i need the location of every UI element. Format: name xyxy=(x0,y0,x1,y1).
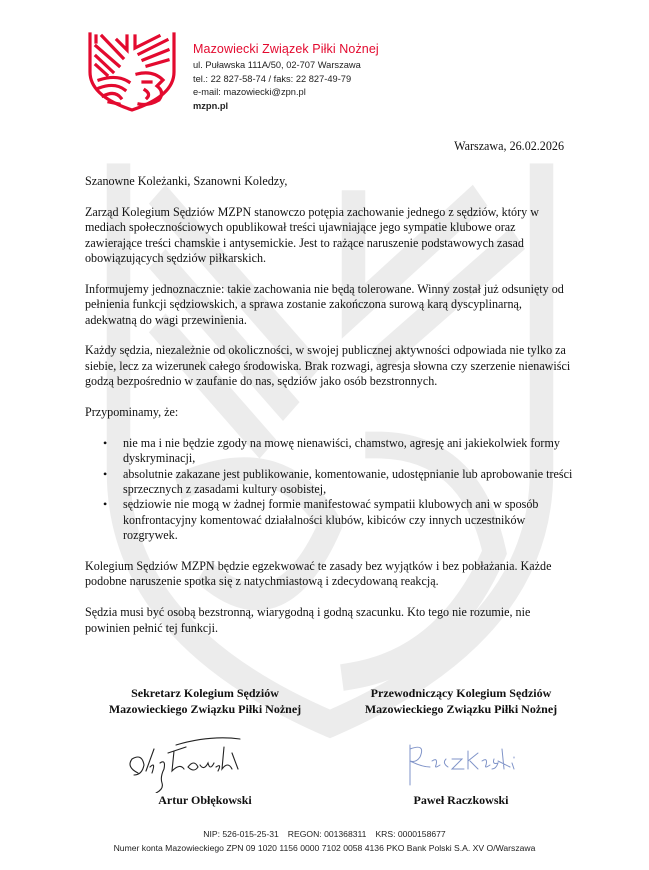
paragraph: Sędzia musi być osobą bezstronną, wiarygodną i godną szacunku. Kto tego nie rozumie, nie powinien pełnić tej funkcji. xyxy=(85,605,531,635)
paragraph: Informujemy jednoznacznie: takie zachowania nie będą tolerowane. Winny został już odsunięty od pełnienia funkcji sędziowskich, a sprawa zostanie zakończona surową karą dyscyplinarną, adekwatną do wagi przewinienia. xyxy=(85,281,564,327)
registration-numbers xyxy=(0,828,649,842)
paragraph: Kolegium Sędziów MZPN będzie egzekwować te zasady bez wyjątków i bez pobłażania. Każde podobne naruszenie spotka się z natychmiastową i zdecydowaną reakcją. xyxy=(85,559,552,589)
bank-account: Numer konta Mazowieckiego ZPN 09 1020 1156 0000 7102 0058 4136 PKO Bank Polski S.A. XV O/Warszawa xyxy=(113,842,536,853)
rules-list xyxy=(85,436,575,544)
signatory-name: Artur Obłękowski xyxy=(158,793,252,807)
salutation: Szanowne Koleżanki, Szanowni Koledzy, xyxy=(85,174,288,188)
list-item: • absolutnie zakazane jest publikowanie, komentowanie, udostępnianie lub aprobowanie treści sprzecznych z zasadami kultury osobistej, xyxy=(123,467,575,498)
organization-email[interactable]: e-mail: mazowiecki@zpn.pl xyxy=(193,87,306,98)
organization-website[interactable]: mzpn.pl xyxy=(193,100,229,111)
organization-header xyxy=(193,42,379,113)
signature-title: Mazowieckiego Związku Piłki Nożnej xyxy=(108,701,302,716)
signatory-name: Paweł Raczkowski xyxy=(413,793,509,807)
signature-title: Mazowieckiego Związku Piłki Nożnej xyxy=(364,701,558,716)
nip-number: NIP: 526-015-25-31 xyxy=(203,829,279,839)
footer xyxy=(0,828,649,855)
paragraph: Zarząd Kolegium Sędziów MZPN stanowczo potępia zachowanie jednego z sędziów, który w mediach społecznościowych opublikował treści ujawniające jego sympatie klubowe oraz zawierające treści chamskie i antysemickie. Jest to rażące naruszenie podstawowych zasad obowiązujących sędziów piłkarskich. xyxy=(85,204,539,266)
mzpn-logo-icon xyxy=(87,30,177,112)
signature-block-chairman xyxy=(346,686,576,808)
place-date: Warszawa, 26.02.2026 xyxy=(454,139,564,153)
paragraph: Każdy sędzia, niezależnie od okoliczności, w swojej publicznej aktywności odpowiada nie tylko za siebie, lecz za wizerunek całego środowiska. Brak rozwagi, agresja słowna czy szerzenie nienawiści godzą bezpośrednio w zaufanie do nas, sędziów jako osób bezstronnych. xyxy=(85,343,571,389)
list-item: • sędziowie nie mogą w żadnej formie manifestować sympatii klubowych ani w sposób konfrontacyjny komentować działalności klubów, kibiców czy innych uczestników rozgrywek. xyxy=(123,497,575,543)
organization-address: ul. Puławska 111A/50, 02-707 Warszawa xyxy=(193,60,361,70)
signature-title: Sekretarz Kolegium Sędziów xyxy=(131,686,279,700)
organization-phone-fax: tel.: 22 827-58-74 / faks: 22 827-49-79 xyxy=(193,73,352,84)
handwritten-signature-icon xyxy=(346,723,576,793)
letter-body xyxy=(85,174,575,651)
paragraph: Przypominamy, że: xyxy=(85,405,179,420)
list-item: • nie ma i nie będzie zgody na mowę nienawiści, chamstwo, agresję ani jakiekolwiek formy dyskryminacji, xyxy=(123,436,575,467)
signature-title: Przewodniczący Kolegium Sędziów xyxy=(370,686,552,700)
organization-name: Mazowiecki Związek Piłki Nożnej xyxy=(193,42,379,56)
krs-number: KRS: 0000158677 xyxy=(375,829,446,839)
regon-number: REGON: 001368311 xyxy=(287,829,367,839)
signature-block-secretary xyxy=(90,686,320,808)
handwritten-signature-icon xyxy=(90,723,320,793)
